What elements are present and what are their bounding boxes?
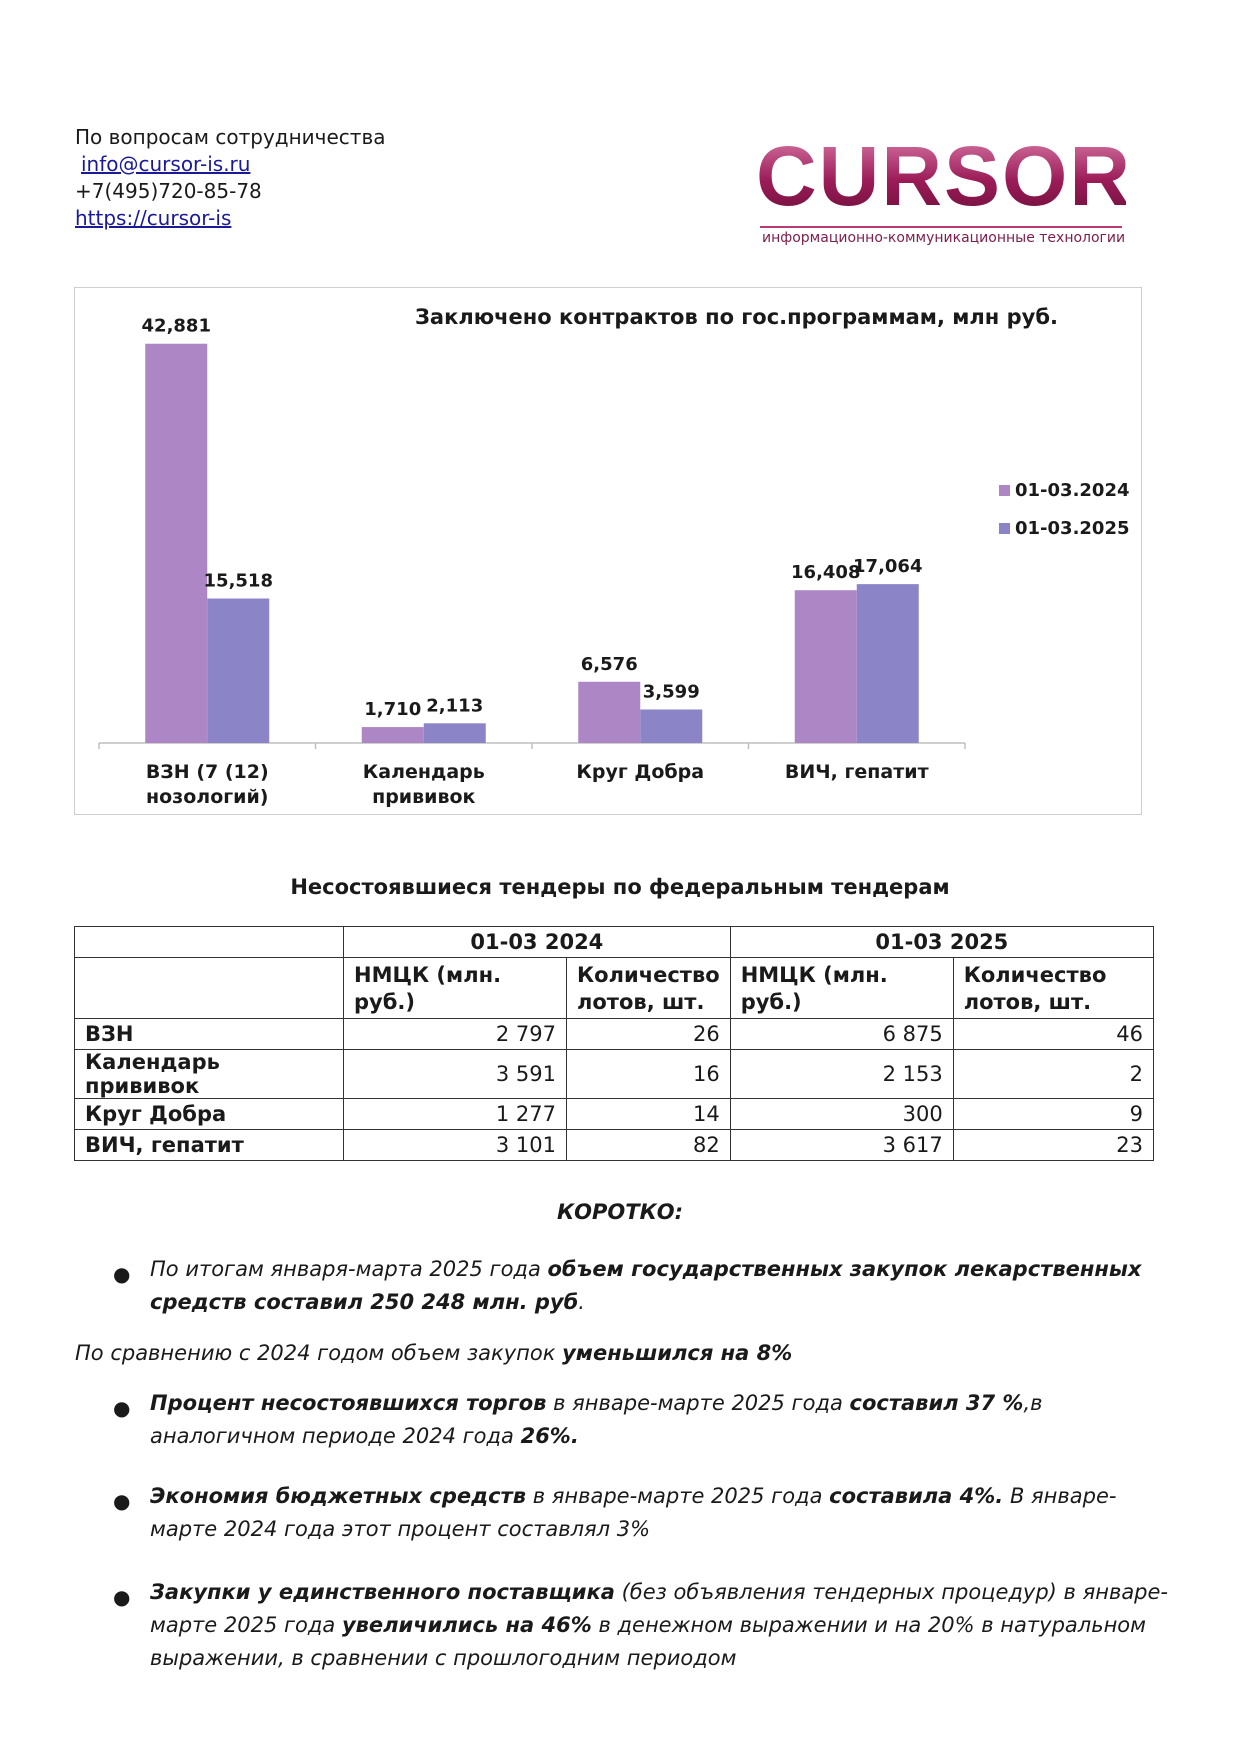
logo-tagline: информационно-коммуникационные технологии bbox=[762, 230, 1126, 246]
data-label: 2,113 bbox=[426, 695, 484, 717]
legend-label: 01-03.2025 bbox=[1015, 518, 1130, 539]
text-run-bold: Закупки у единственного поставщика bbox=[150, 1580, 615, 1604]
cell-count-2024: 26 bbox=[567, 1019, 731, 1050]
category-label: Календарь bbox=[362, 761, 485, 783]
bar-2024 bbox=[145, 344, 207, 743]
data-label: 15,518 bbox=[203, 570, 273, 592]
cell-nmck-2024: 3 101 bbox=[344, 1130, 567, 1161]
bar-2024 bbox=[362, 727, 424, 743]
text-run: В январе- bbox=[1003, 1484, 1117, 1508]
category-label: ВЗН (7 (12) bbox=[145, 761, 269, 783]
chart-canvas bbox=[75, 288, 1143, 816]
text-run: По сравнению с 2024 годом объем закупок bbox=[75, 1341, 563, 1365]
bar-2025 bbox=[207, 599, 269, 743]
category-label: Круг Добра bbox=[576, 761, 705, 783]
data-label: 17,064 bbox=[853, 556, 923, 578]
cell-nmck-2024: 2 797 bbox=[344, 1019, 567, 1050]
text-run-bold: составила 4%. bbox=[829, 1484, 1004, 1508]
contacts-block bbox=[75, 124, 386, 232]
text-run-bold: уменьшился на 8% bbox=[562, 1341, 793, 1365]
header-period-2024: 01-03 2024 bbox=[344, 927, 731, 958]
text-run-bold: объем государственных закупок лекарственных bbox=[547, 1257, 1142, 1281]
bullet-icon: ● bbox=[113, 1262, 131, 1286]
chart-title: Заключено контрактов по гос.программам, млн руб. bbox=[415, 305, 1058, 329]
text-run-bold: средств составил 250 248 млн. руб bbox=[150, 1290, 579, 1314]
bar-2024 bbox=[578, 682, 640, 743]
failed-tenders-table bbox=[74, 926, 1154, 1161]
header-empty-cell bbox=[75, 927, 344, 958]
table-row bbox=[75, 1050, 1154, 1099]
text-run-bold: Экономия бюджетных средств bbox=[150, 1484, 527, 1508]
phone-text: +7(495)720-85-78 bbox=[75, 179, 262, 203]
bullet-icon: ● bbox=[113, 1489, 131, 1513]
table-row bbox=[75, 1019, 1154, 1050]
text-run: аналогичном периоде 2024 года bbox=[150, 1424, 521, 1448]
summary-bullet-1 bbox=[150, 1253, 1141, 1319]
text-run: в денежном выражении и на 20% в натуральном bbox=[591, 1613, 1146, 1637]
data-label: 1,710 bbox=[364, 699, 422, 721]
text-run: ,в bbox=[1023, 1391, 1043, 1415]
cell-nmck-2024: 3 591 bbox=[344, 1050, 567, 1099]
subheader-count-line1: Количество bbox=[963, 963, 1107, 987]
text-run: марте 2024 года этот процент составлял 3% bbox=[150, 1517, 651, 1541]
email-link[interactable]: info@cursor-is.ru bbox=[81, 152, 251, 176]
summary-heading: КОРОТКО: bbox=[557, 1200, 683, 1224]
cell-count-2024: 82 bbox=[567, 1130, 731, 1161]
table-subheader-row bbox=[75, 958, 1154, 1019]
bullet-icon: ● bbox=[113, 1585, 131, 1609]
text-run: в январе-марте 2025 года bbox=[546, 1391, 850, 1415]
text-run: выражении, в сравнении с прошлогодним периодом bbox=[150, 1646, 737, 1670]
cell-count-2025: 9 bbox=[953, 1099, 1153, 1130]
subheader-count-2024 bbox=[567, 958, 731, 1019]
bar-2025 bbox=[424, 723, 486, 743]
text-run: (без объявления тендерных процедур) в январе- bbox=[614, 1580, 1169, 1604]
cell-count-2024: 14 bbox=[567, 1099, 731, 1130]
cell-nmck-2024: 1 277 bbox=[344, 1099, 567, 1130]
legend-label: 01-03.2024 bbox=[1015, 480, 1130, 501]
website-link[interactable]: https://cursor-is bbox=[75, 206, 232, 230]
legend-swatch bbox=[999, 523, 1010, 534]
category-label: ВИЧ, гепатит bbox=[784, 761, 929, 783]
bullet-icon: ● bbox=[113, 1396, 131, 1420]
summary-bullet-4 bbox=[150, 1576, 1168, 1675]
logo-underline bbox=[760, 226, 1122, 228]
bar-2025 bbox=[640, 709, 702, 743]
text-run: . bbox=[578, 1290, 585, 1314]
data-label: 16,408 bbox=[791, 562, 861, 584]
header-period-2025: 01-03 2025 bbox=[730, 927, 1153, 958]
chart-marks bbox=[99, 316, 1130, 808]
text-run: марте 2025 года bbox=[150, 1613, 342, 1637]
subheader-nmck-2025: НМЦК (млн. руб.) bbox=[730, 958, 953, 1019]
contacts-heading: По вопросам сотрудничества bbox=[75, 125, 386, 149]
text-run: в январе-марте 2025 года bbox=[526, 1484, 830, 1508]
subheader-count-line2: лотов, шт. bbox=[963, 990, 1092, 1014]
cell-nmck-2025: 3 617 bbox=[730, 1130, 953, 1161]
cell-count-2025: 23 bbox=[953, 1130, 1153, 1161]
row-name: ВЗН bbox=[75, 1019, 344, 1050]
summary-bullet-2 bbox=[150, 1387, 1043, 1453]
row-name: Календарь прививок bbox=[75, 1050, 344, 1099]
legend-swatch bbox=[999, 485, 1010, 496]
logo-wordmark: CURSOR bbox=[756, 129, 1133, 223]
subheader-count-line1: Количество bbox=[577, 963, 720, 987]
cell-nmck-2025: 2 153 bbox=[730, 1050, 953, 1099]
text-run-bold: 26%. bbox=[520, 1424, 579, 1448]
cell-count-2025: 46 bbox=[953, 1019, 1153, 1050]
data-label: 3,599 bbox=[642, 681, 700, 703]
cell-nmck-2025: 6 875 bbox=[730, 1019, 953, 1050]
row-name: ВИЧ, гепатит bbox=[75, 1130, 344, 1161]
text-run-bold: Процент несостоявшихся торгов bbox=[150, 1391, 547, 1415]
text-run-bold: увеличились на 46% bbox=[341, 1613, 592, 1637]
category-label: прививок bbox=[372, 786, 476, 808]
table-row bbox=[75, 1099, 1154, 1130]
cell-nmck-2025: 300 bbox=[730, 1099, 953, 1130]
text-run-bold: составил 37 % bbox=[849, 1391, 1024, 1415]
category-label: нозологий) bbox=[146, 786, 269, 808]
subheader-empty-cell bbox=[75, 958, 344, 1019]
text-run: По итогам января-марта 2025 года bbox=[150, 1257, 548, 1281]
contracts-chart bbox=[74, 287, 1142, 815]
subheader-count-line2: лотов, шт. bbox=[577, 990, 705, 1014]
cell-count-2024: 16 bbox=[567, 1050, 731, 1099]
table-row bbox=[75, 1130, 1154, 1161]
subheader-nmck-2024: НМЦК (млн. руб.) bbox=[344, 958, 567, 1019]
data-label: 6,576 bbox=[580, 653, 638, 675]
table-header-row bbox=[75, 927, 1154, 958]
summary-paragraph bbox=[75, 1337, 792, 1370]
subheader-count-2025 bbox=[953, 958, 1153, 1019]
table-title: Несостоявшиеся тендеры по федеральным тендерам bbox=[290, 875, 950, 899]
bar-2025 bbox=[857, 584, 919, 743]
bar-2024 bbox=[795, 590, 857, 743]
cell-count-2025: 2 bbox=[953, 1050, 1153, 1099]
summary-bullet-3 bbox=[150, 1480, 1117, 1546]
cursor-logo bbox=[756, 129, 1133, 254]
row-name: Круг Добра bbox=[75, 1099, 344, 1130]
data-label: 42,881 bbox=[141, 315, 211, 337]
